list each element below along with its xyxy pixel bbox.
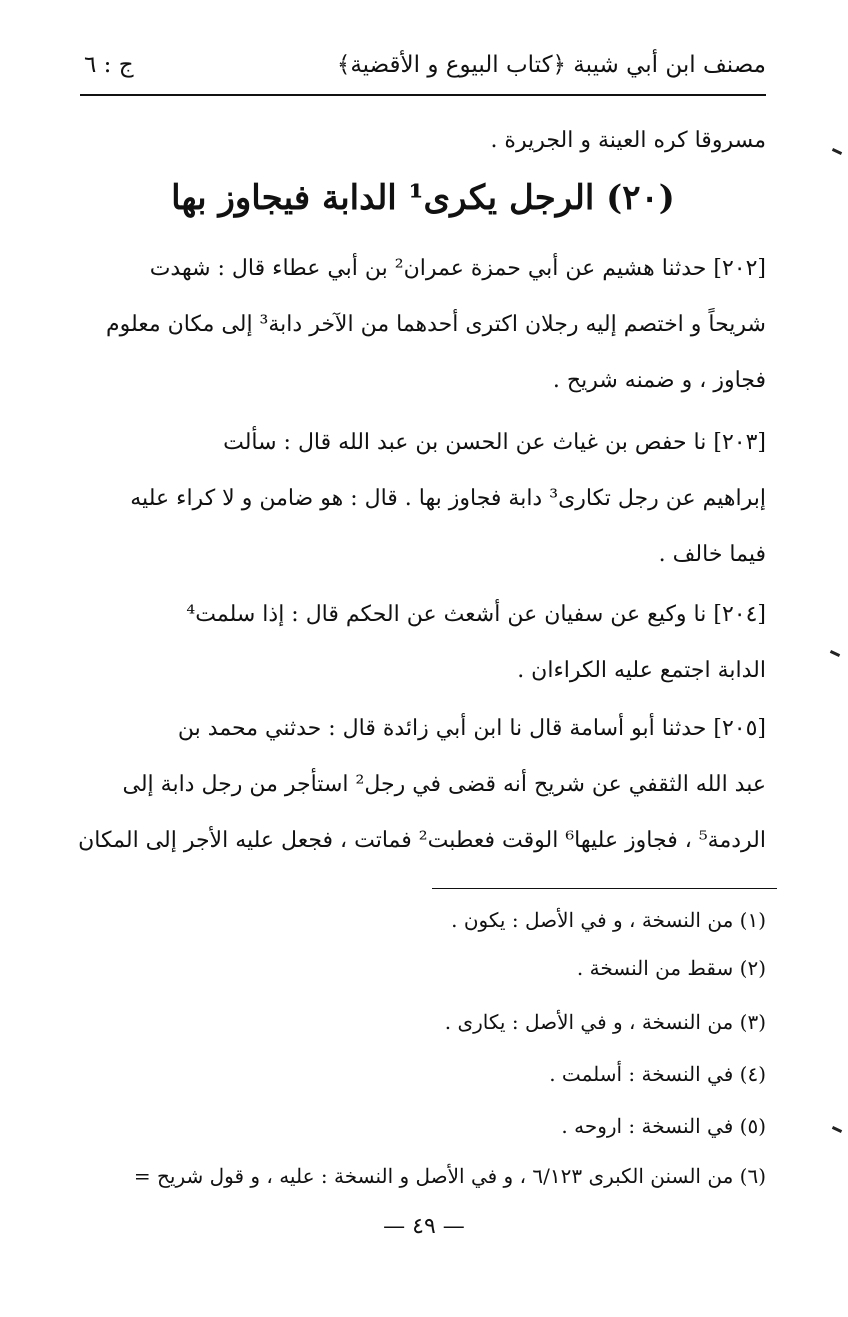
paragraph-line: فجاوز ، و ضمنه شريح . xyxy=(552,368,766,393)
footnote-1: (١) من النسخة ، و في الأصل : يكون . xyxy=(451,908,766,932)
footnote-6: (٦) من السنن الكبرى ٦/١٢٣ ، و في الأصل و النسخة : عليه ، و قول شريح = xyxy=(133,1164,766,1188)
paragraph-line: عبد الله الثقفي عن شريح أنه قضى في رجل² استأجر من رجل دابة إلى xyxy=(122,772,766,797)
scan-mark xyxy=(830,650,840,657)
footnote-3: (٣) من النسخة ، و في الأصل : يكارى . xyxy=(444,1010,766,1034)
section-title: (٢٠) الرجل يكرى¹ الدابة فيجاوز بها xyxy=(171,178,675,218)
running-header xyxy=(80,48,766,92)
header-volume: ج : ٦ xyxy=(84,52,134,78)
page-number: — ٤٩ — xyxy=(383,1214,465,1239)
paragraph-line: فيما خالف . xyxy=(658,542,766,567)
scan-mark xyxy=(832,1126,842,1133)
paragraph-line: الدابة اجتمع عليه الكراءان . xyxy=(517,658,766,683)
footnote-4: (٤) في النسخة : أسلمت . xyxy=(549,1062,766,1086)
footnote-divider xyxy=(432,888,777,889)
opening-line: مسروقا كره العينة و الجريرة . xyxy=(490,128,766,153)
footnote-2: (٢) سقط من النسخة . xyxy=(576,956,766,980)
footnote-5: (٥) في النسخة : اروحه . xyxy=(561,1114,766,1138)
header-book-title: مصنف ابن أبي شيبة xyxy=(573,52,766,78)
paragraph-line: [٢٠٣] نا حفص بن غياث عن الحسن بن عبد الله قال : سألت xyxy=(223,430,766,455)
paragraph-line: [٢٠٥] حدثنا أبو أسامة قال نا ابن أبي زائدة قال : حدثني محمد بن xyxy=(177,716,766,741)
header-chapter-title: ﴿كتاب البيوع و الأقضية﴾ xyxy=(336,52,566,78)
paragraph-line: [٢٠٤] نا وكيع عن سفيان عن أشعث عن الحكم قال : إذا سلمت⁴ xyxy=(186,602,766,627)
paragraph-line: إبراهيم عن رجل تكارى³ دابة فجاوز بها . قال : هو ضامن و لا كراء عليه xyxy=(130,486,766,511)
paragraph-line: [٢٠٢] حدثنا هشيم عن أبي حمزة عمران² بن أبي عطاء قال : شهدت xyxy=(149,256,766,281)
scan-mark xyxy=(832,148,842,155)
header-divider xyxy=(80,94,766,96)
paragraph-line: الردمة⁵ ، فجاوز عليها⁶ الوقت فعطبت² فماتت ، فجعل عليه الأجر إلى المكان xyxy=(78,828,766,853)
paragraph-line: شريحاً و اختصم إليه رجلان اكترى أحدهما من الآخر دابة³ إلى مكان معلوم xyxy=(105,312,766,337)
